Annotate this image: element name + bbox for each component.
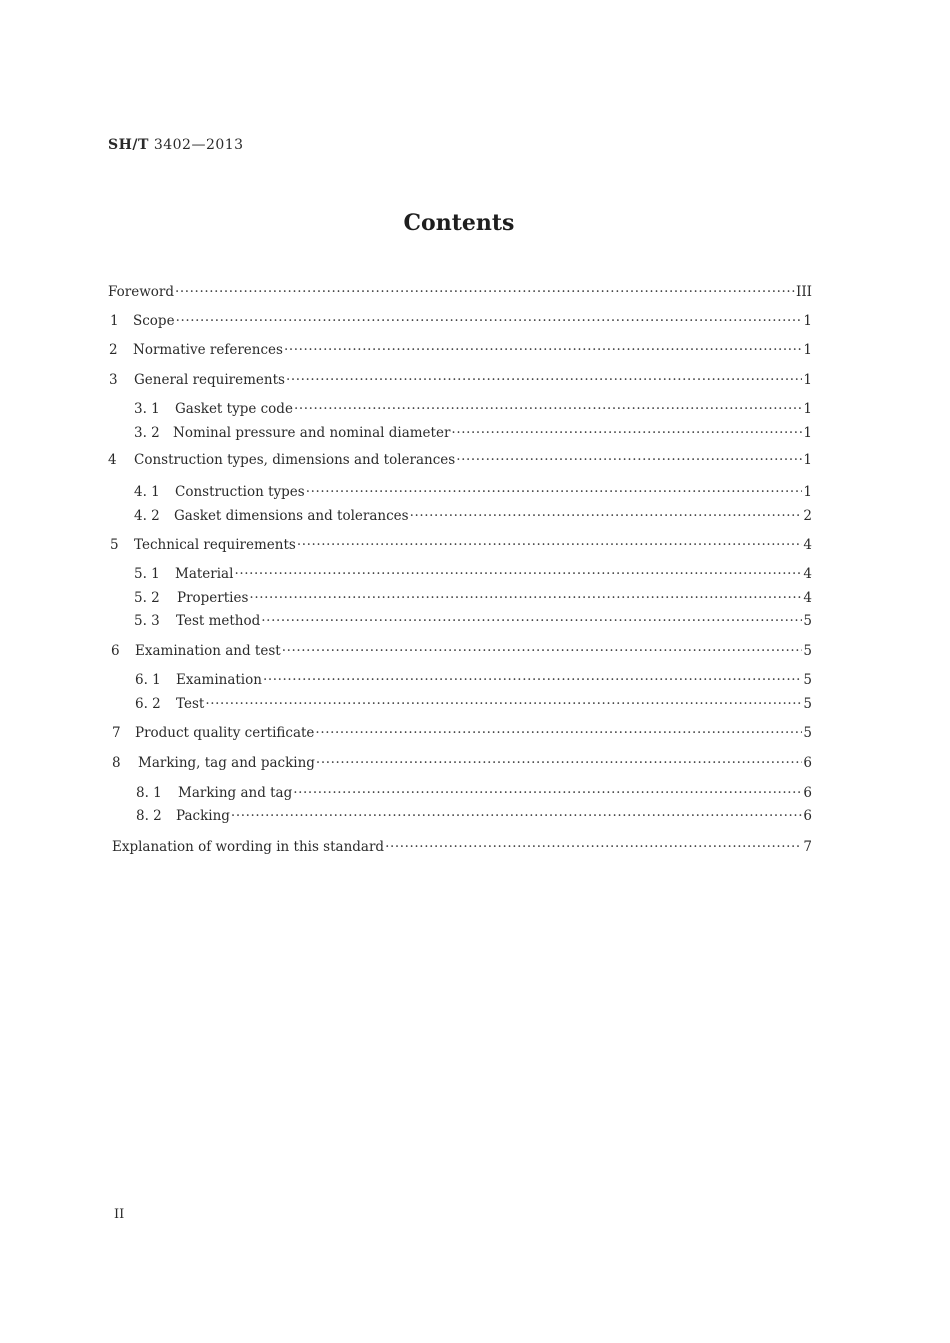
document-code-prefix: SH/T — [108, 137, 149, 153]
toc-entry-technical-requirements[interactable] — [110, 536, 812, 554]
toc-entry-normative-references[interactable] — [109, 341, 812, 359]
toc-entry-number: 1 — [110, 313, 119, 329]
document-code — [108, 137, 244, 153]
toc-entry-page: 4 — [803, 537, 812, 553]
toc-entry-label: Test — [176, 696, 205, 712]
toc-entry-number: 5 — [110, 537, 119, 553]
toc-leader-dots — [176, 312, 803, 330]
toc-entry-number: 4. 1 — [134, 484, 160, 500]
toc-entry-label: Construction types, dimensions and tolerances — [134, 452, 456, 468]
toc-leader-dots — [261, 612, 802, 630]
toc-leader-dots — [385, 838, 802, 856]
toc-entry-label: Gasket type code — [175, 401, 293, 417]
toc-entry-label: Technical requirements — [134, 537, 296, 553]
toc-entry-number: 7 — [112, 725, 121, 741]
toc-leader-dots — [306, 483, 803, 501]
page-number: II — [114, 1207, 125, 1222]
toc-entry-page: III — [796, 284, 812, 300]
toc-entry-label: General requirements — [134, 372, 285, 388]
toc-entry-marking-and-tag[interactable] — [136, 784, 812, 802]
toc-entry-number: 4 — [108, 452, 117, 468]
toc-leader-dots — [249, 589, 802, 607]
toc-entry-label: Construction types — [175, 484, 305, 500]
toc-entry-scope[interactable] — [110, 312, 812, 330]
toc-entry-gasket-dimensions[interactable] — [134, 507, 812, 525]
toc-leader-dots — [456, 451, 802, 469]
toc-entry-page: 7 — [803, 839, 812, 855]
toc-leader-dots — [284, 341, 802, 359]
toc-entry-number: 3 — [109, 372, 118, 388]
toc-entry-number: 6 — [111, 643, 120, 659]
toc-entry-page: 5 — [803, 672, 812, 688]
toc-entry-label: Foreword — [108, 284, 174, 300]
toc-entry-page: 4 — [803, 590, 812, 606]
toc-entry-packing[interactable] — [136, 807, 812, 825]
toc-entry-label: Scope — [133, 313, 175, 329]
toc-entry-test[interactable] — [135, 695, 812, 713]
toc-leader-dots — [315, 724, 802, 742]
toc-entry-examination[interactable] — [135, 671, 812, 689]
toc-leader-dots — [294, 400, 802, 418]
toc-entry-number: 3. 2 — [134, 425, 160, 441]
toc-entry-number: 3. 1 — [134, 401, 160, 417]
toc-entry-test-method[interactable] — [134, 612, 812, 630]
toc-entry-number: 8 — [112, 755, 121, 771]
toc-entry-examination-and-test[interactable] — [111, 642, 812, 660]
toc-leader-dots — [234, 565, 802, 583]
toc-entry-label: Normative references — [133, 342, 283, 358]
toc-entry-material[interactable] — [134, 565, 812, 583]
toc-leader-dots — [451, 424, 802, 442]
toc-entry-page: 6 — [803, 755, 812, 771]
toc-leader-dots — [231, 807, 802, 825]
toc-entry-label: Test method — [176, 613, 261, 629]
toc-entry-construction-types[interactable] — [134, 483, 812, 501]
toc-entry-properties[interactable] — [134, 589, 812, 607]
toc-entry-page: 6 — [803, 808, 812, 824]
toc-leader-dots — [316, 754, 802, 772]
toc-entry-foreword[interactable] — [108, 283, 812, 301]
toc-leader-dots — [263, 671, 802, 689]
toc-entry-page: 1 — [803, 342, 812, 358]
toc-leader-dots — [205, 695, 802, 713]
toc-entry-label: Product quality certificate — [135, 725, 315, 741]
toc-leader-dots — [410, 507, 803, 525]
toc-entry-page: 1 — [803, 313, 812, 329]
toc-entry-number: 5. 1 — [134, 566, 160, 582]
toc-entry-page: 1 — [803, 452, 812, 468]
toc-entry-page: 1 — [803, 484, 812, 500]
toc-entry-number: 2 — [109, 342, 118, 358]
toc-leader-dots — [297, 536, 803, 554]
toc-entry-construction-types-dimensions[interactable] — [108, 451, 812, 469]
document-code-number: 3402—2013 — [153, 137, 244, 153]
toc-entry-page: 2 — [803, 508, 812, 524]
toc-entry-label: Gasket dimensions and tolerances — [174, 508, 409, 524]
toc-entry-number: 5. 3 — [134, 613, 160, 629]
toc-entry-number: 8. 2 — [136, 808, 162, 824]
toc-entry-page: 5 — [803, 725, 812, 741]
toc-entry-label: Nominal pressure and nominal diameter — [173, 425, 451, 441]
toc-entry-nominal-pressure[interactable] — [134, 424, 812, 442]
page-title: Contents — [403, 210, 515, 236]
toc-leader-dots — [282, 642, 803, 660]
toc-entry-page: 1 — [803, 401, 812, 417]
toc-entry-page: 4 — [803, 566, 812, 582]
toc-entry-label: Material — [175, 566, 234, 582]
toc-entry-page: 1 — [803, 372, 812, 388]
toc-leader-dots — [293, 784, 802, 802]
toc-entry-label: Explanation of wording in this standard — [112, 839, 385, 855]
toc-entry-product-quality-certificate[interactable] — [112, 724, 812, 742]
toc-entry-number: 8. 1 — [136, 785, 162, 801]
toc-entry-page: 5 — [803, 613, 812, 629]
toc-entry-label: Properties — [177, 590, 249, 606]
toc-entry-label: Marking, tag and packing — [138, 755, 315, 771]
toc-entry-label: Marking and tag — [178, 785, 293, 801]
toc-entry-label: Examination and test — [135, 643, 281, 659]
toc-entry-label: Packing — [176, 808, 230, 824]
toc-entry-page: 1 — [803, 425, 812, 441]
toc-entry-number: 5. 2 — [134, 590, 160, 606]
toc-entry-explanation-of-wording[interactable] — [112, 838, 812, 856]
toc-leader-dots — [286, 371, 802, 389]
toc-entry-general-requirements[interactable] — [109, 371, 812, 389]
toc-leader-dots — [175, 283, 795, 301]
toc-entry-number: 4. 2 — [134, 508, 160, 524]
toc-entry-page: 5 — [803, 696, 812, 712]
toc-entry-gasket-type-code[interactable] — [134, 400, 812, 418]
toc-entry-page: 5 — [803, 643, 812, 659]
toc-entry-label: Examination — [176, 672, 262, 688]
toc-entry-marking-tag-packing[interactable] — [112, 754, 812, 772]
toc-entry-number: 6. 2 — [135, 696, 161, 712]
toc-entry-page: 6 — [803, 785, 812, 801]
toc-entry-number: 6. 1 — [135, 672, 161, 688]
